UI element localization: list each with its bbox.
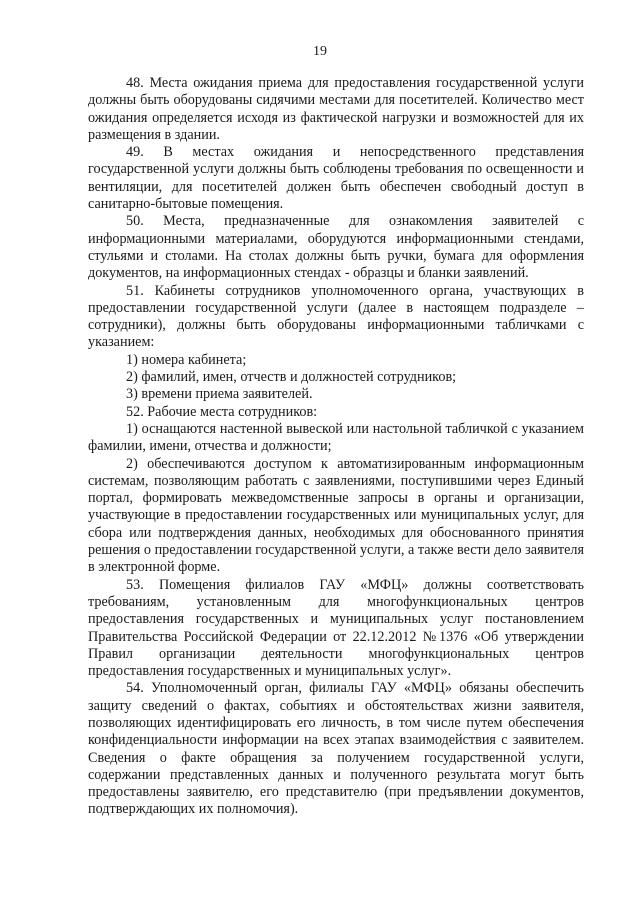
paragraph-51: 51. Кабинеты сотрудников уполномоченного органа, участвующих в предоставлении государственной услуги (далее в настоящем подразделе – сотрудники), должны быть оборудованы информационными табличками с указанием:	[88, 282, 584, 351]
list-item: 1) оснащаются настенной вывеской или настольной табличкой с указанием фамилии, имени, отчества и должности;	[88, 420, 584, 455]
page-number: 19	[313, 44, 327, 59]
paragraph-54: 54. Уполномоченный орган, филиалы ГАУ «МФЦ» обязаны обеспечить защиту сведений о фактах, событиях и обстоятельствах жизни заявителя, позволяющих идентифицировать его личность, в том числе путем обеспечения конфиденциальности информации на всех этапах взаимодействия с заявителем. Сведения о факте обращения за получением государственной услуги, содержании представленных данных и полученного результата могут быть предоставлены заявителю, его представителю (при предъявлении документов, подтверждающих их полномочия).	[88, 680, 584, 818]
paragraph-50: 50. Места, предназначенные для ознакомления заявителей с информационными материалами, оборудуются информационными стендами, стульями и столами. На столах должны быть ручки, бумага для оформления документов, на информационных стендах - образцы и бланки заявлений.	[88, 213, 584, 282]
list-item: 3) времени приема заявителей.	[126, 386, 313, 403]
paragraph-52: 52. Рабочие места сотрудников:	[126, 403, 318, 420]
paragraph-49: 49. В местах ожидания и непосредственного представления государственной услуги должны быть соблюдены требования по освещенности и вентиляции, для посетителей должен быть обеспечен свободный доступ в санитарно-бытовые помещения.	[88, 144, 584, 213]
document-body	[88, 75, 584, 819]
paragraph-48: 48. Места ожидания приема для предоставления государственной услуги должны быть оборудованы сидячими местами для посетителей. Количество мест ожидания определяется исходя из фактической нагрузки и возможностей для их размещения в здании.	[88, 75, 584, 143]
paragraph-53: 53. Помещения филиалов ГАУ «МФЦ» должны соответствовать требованиям, установленным для многофункциональных центров предоставления государственных и муниципальных услуг постановлением Правительства Российской Федерации от 22.12.2012 №1376 «Об утверждении Правил организации деятельности многофункциональных центров предоставления государственных и муниципальных услуг».	[88, 576, 584, 680]
list-item: 1) номера кабинета;	[126, 351, 247, 368]
list-item: 2) фамилий, имен, отчеств и должностей сотрудников;	[126, 369, 457, 386]
list-item: 2) обеспечиваются доступом к автоматизированным информационным системам, позволяющим работать с заявлениями, поступившими через Единый портал, формировать межведомственные запросы в органы и организации, участвующие в предоставлении государственных или муниципальных услуг, для сбора или подтверждения данных, необходимых для обоснованного принятия решения о предоставлении государственной услуги, а также вести дело заявителя в электронной форме.	[88, 455, 584, 576]
